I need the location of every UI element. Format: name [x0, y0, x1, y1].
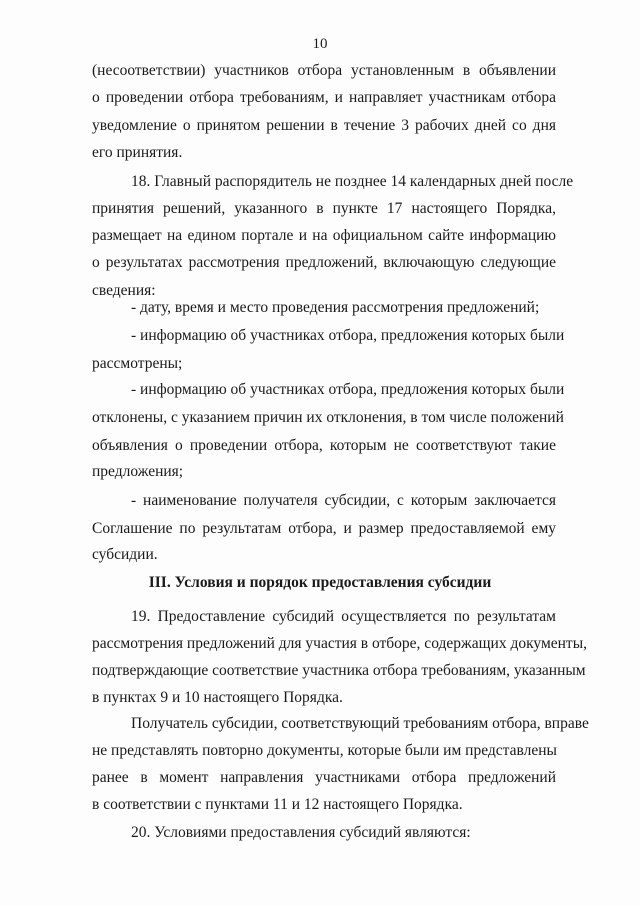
page-number: 10	[312, 36, 328, 52]
text-line: размещает на едином портале и на официальном сайте информацию	[92, 227, 556, 244]
text-line: 20. Условиями предоставления субсидий являются:	[131, 824, 471, 841]
text-line: предложения;	[92, 463, 184, 480]
text-line: его принятия.	[92, 144, 183, 161]
text-line: не представлять повторно документы, которые были им представлены	[92, 742, 557, 759]
text-line: Соглашение по результатам отбора, и размер предоставляемой ему	[92, 520, 556, 537]
text-line: в соответствии с пунктами 11 и 12 настоящего Порядка.	[92, 796, 463, 813]
text-line: о проведении отбора требованиям, и направляет участникам отбора	[92, 89, 556, 106]
text-line: ранее в момент направления участниками отбора предложений	[92, 769, 556, 786]
text-line: сведения:	[92, 282, 156, 299]
text-line: 18. Главный распорядитель не позднее 14 календарных дней после	[131, 173, 574, 190]
text-line: субсидии.	[92, 546, 158, 563]
text-line: рассмотрения предложений для участия в отборе, содержащих документы,	[92, 635, 587, 652]
text-line: - дату, время и место проведения рассмотрения предложений;	[131, 299, 540, 316]
text-line: в пунктах 9 и 10 настоящего Порядка.	[92, 689, 343, 706]
section-heading: III. Условия и порядок предоставления субсидии	[148, 574, 492, 591]
text-line: о результатах рассмотрения предложений, включающую следующие	[92, 254, 556, 271]
text-line: (несоответствии) участников отбора установленным в объявлении	[92, 62, 556, 79]
text-line: - информацию об участниках отбора, предложения которых были	[131, 381, 565, 398]
text-line: Получатель субсидии, соответствующий требованиям отбора, вправе	[131, 715, 589, 732]
text-line: - наименование получателя субсидии, с которым заключается	[131, 492, 556, 509]
text-line: принятия решений, указанного в пункте 17 настоящего Порядка,	[92, 200, 556, 217]
text-line: - информацию об участниках отбора, предложения которых были	[131, 327, 565, 344]
text-line: 19. Предоставление субсидий осуществляется по результатам	[131, 608, 556, 625]
text-line: подтверждающие соответствие участника отбора требованиям, указанным	[92, 662, 586, 679]
text-line: отклонены, с указанием причин их отклонения, в том числе положений	[92, 409, 564, 426]
text-line: уведомление о принятом решении в течение 3 рабочих дней со дня	[92, 117, 556, 134]
text-line: рассмотрены;	[92, 355, 183, 372]
text-line: объявления о проведении отбора, которым не соответствуют такие	[92, 437, 556, 454]
